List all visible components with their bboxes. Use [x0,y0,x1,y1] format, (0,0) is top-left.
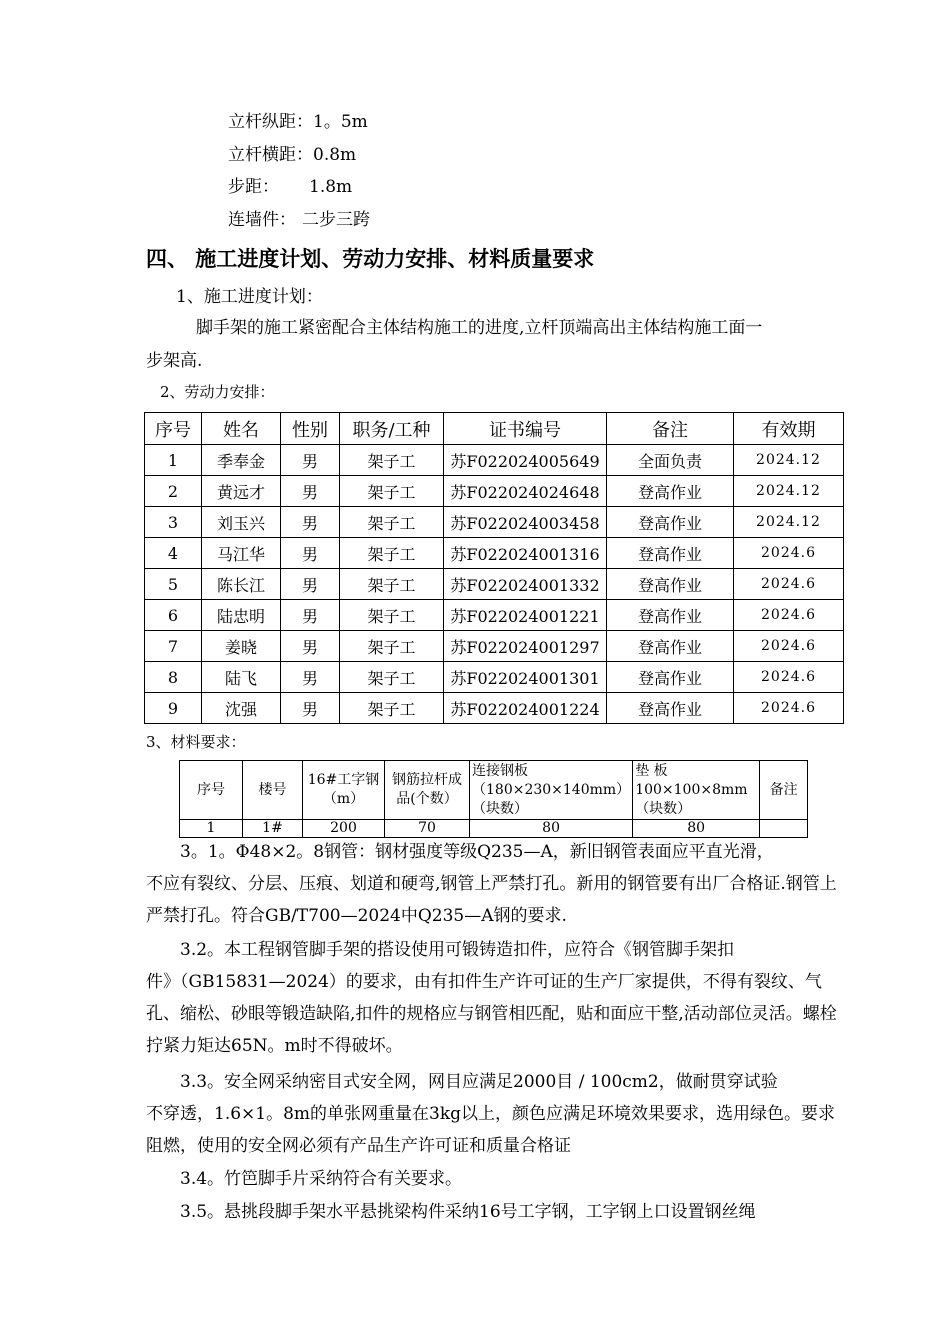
spec-line [228,145,356,165]
cell: 7 [145,631,202,662]
table-header-row [145,413,844,445]
cell: 2024.6 [734,538,844,569]
cell: 马江华 [202,538,281,569]
cell: 80 [470,820,633,838]
table-row [145,445,844,476]
column-header: 性别 [281,413,340,445]
cell: 9 [145,693,202,724]
cell: 全面负责 [607,445,734,476]
cell: 架子工 [340,662,444,693]
paragraph [146,934,846,1062]
column-header: 钢筋拉杆成品(个数） [385,761,470,820]
cell: 登高作业 [607,693,734,724]
subsection-heading: 1、施工进度计划： [176,287,323,307]
column-header: 序号 [180,761,243,820]
material-table [179,760,808,838]
column-header: 职务/工种 [340,413,444,445]
cell: 男 [281,445,340,476]
table-row [145,476,844,507]
spec-value: 1.8m [309,177,353,197]
spec-value: 0.8m [313,145,357,165]
paragraph-first-line: 3。1。Φ48×2。8钢管：钢材强度等级Q235—A，新旧钢管表面应平直光滑， [180,842,774,862]
paragraph [146,836,846,932]
table-header-row [180,761,808,820]
paragraph-first-line: 3.3。安全网采纳密目式安全网，网目应满足2000目 / 100cm2，做耐贯穿试验 [180,1072,778,1092]
cell: 苏F022024001332 [444,569,607,600]
cell: 男 [281,569,340,600]
spec-value: 二步三跨 [302,210,370,230]
cell: 8 [145,662,202,693]
cell: 苏F022024024648 [444,476,607,507]
spec-value: 1。5m [313,112,368,132]
table-row [145,569,844,600]
table-row [145,600,844,631]
cell: 男 [281,693,340,724]
cell: 架子工 [340,600,444,631]
cell: 登高作业 [607,631,734,662]
column-header: 16#工字钢（m） [303,761,385,820]
cell: 苏F022024005649 [444,445,607,476]
cell: 男 [281,600,340,631]
table-row [145,662,844,693]
cell: 男 [281,476,340,507]
column-header: 姓名 [202,413,281,445]
spec-label: 连墙件： [228,210,296,230]
table-row [145,538,844,569]
cell: 2024.12 [734,476,844,507]
staff-table [144,412,844,724]
paragraph-first-line: 3.5。悬挑段脚手架水平悬挑梁构件采纳16号工字钢，工字钢上口设置钢丝绳 [180,1202,756,1222]
cell: 70 [385,820,470,838]
cell: 苏F022024001316 [444,538,607,569]
cell: 2024.6 [734,600,844,631]
spec-line [228,177,352,197]
table-row [145,631,844,662]
cell: 2024.12 [734,445,844,476]
cell: 2024.6 [734,662,844,693]
cell: 男 [281,538,340,569]
cell: 登高作业 [607,476,734,507]
cell: 苏F022024001224 [444,693,607,724]
paragraph [146,1066,846,1162]
cell: 沈强 [202,693,281,724]
cell: 2024.6 [734,631,844,662]
cell: 1# [243,820,303,838]
paragraph-first-line: 3.2。本工程钢管脚手架的搭设使用可锻铸造扣件，应符合《钢管脚手架扣 [180,940,735,960]
cell: 架子工 [340,445,444,476]
cell: 陆飞 [202,662,281,693]
cell: 架子工 [340,631,444,662]
column-header: 有效期 [734,413,844,445]
subsection-heading: 2、劳动力安排： [160,383,275,401]
cell: 男 [281,507,340,538]
cell: 200 [303,820,385,838]
spec-label: 步距： [228,177,279,197]
cell: 架子工 [340,507,444,538]
column-header: 证书编号 [444,413,607,445]
paragraph-first-line: 3.4。竹笆脚手片采纳符合有关要求。 [180,1169,463,1189]
cell: 刘玉兴 [202,507,281,538]
cell: 登高作业 [607,600,734,631]
cell: 季奉金 [202,445,281,476]
column-header: 序号 [145,413,202,445]
cell: 6 [145,600,202,631]
cell: 苏F022024001301 [444,662,607,693]
cell: 2024.6 [734,569,844,600]
cell: 姜晓 [202,631,281,662]
cell: 2024.6 [734,693,844,724]
paragraph-rest: 不穿透，1.6×1。8m的单张网重量在3kg以上，颜色应满足环境效果要求，选用绿色。要求阻燃，使用的安全网必须有产品生产许可证和质量合格证 [146,1104,836,1156]
cell: 苏F022024001221 [444,600,607,631]
cell: 登高作业 [607,507,734,538]
cell: 3 [145,507,202,538]
cell: 登高作业 [607,662,734,693]
table-row [145,693,844,724]
cell: 陈长江 [202,569,281,600]
cell: 架子工 [340,538,444,569]
paragraph [146,1196,846,1228]
cell: 男 [281,662,340,693]
spec-label: 立杆纵距： [228,112,313,132]
table-row [145,507,844,538]
cell: 黄远才 [202,476,281,507]
paragraph-rest: 不应有裂纹、分层、压痕、划道和硬弯,钢管上严禁打孔。新用的钢管要有出厂合格证.钢管上严禁打孔。符合GB/T700—2024中Q235—A钢的要求. [146,874,837,926]
table-row [180,820,808,838]
paragraph [146,1163,846,1195]
paragraph-line: 步架高. [146,351,203,371]
spec-label: 立杆横距： [228,145,313,165]
cell: 男 [281,631,340,662]
cell: 登高作业 [607,538,734,569]
cell: 架子工 [340,569,444,600]
column-header: 备注 [607,413,734,445]
section-heading: 四、 施工进度计划、劳动力安排、材料质量要求 [146,246,595,271]
cell: 4 [145,538,202,569]
paragraph-rest: 件》（GB15831—2024）的要求，由有扣件生产许可证的生产厂家提供，不得有裂纹、气孔、缩松、砂眼等锻造缺陷,扣件的规格应与钢管相匹配，贴和面应干整,活动部位灵活。螺栓拧紧力矩达65N。m时不得破坏。 [146,972,837,1056]
column-header: 楼号 [243,761,303,820]
cell: 苏F022024001297 [444,631,607,662]
paragraph-line: 脚手架的施工紧密配合主体结构施工的进度,立杆顶端高出主体结构施工面一 [196,318,763,338]
cell: 登高作业 [607,569,734,600]
column-header: 连接钢板（180×230×140mm）（块数） [470,761,633,820]
cell: 80 [633,820,760,838]
column-header: 垫 板100×100×8mm（块数） [633,761,760,820]
cell: 2024.12 [734,507,844,538]
cell: 陆忠明 [202,600,281,631]
column-header: 备注 [760,761,808,820]
spec-line [228,210,370,230]
spec-line [228,112,368,132]
cell: 1 [145,445,202,476]
cell: 架子工 [340,476,444,507]
subsection-heading: 3、材料要求： [146,733,246,751]
cell: 2 [145,476,202,507]
cell: 5 [145,569,202,600]
cell [760,820,808,838]
cell: 1 [180,820,243,838]
cell: 苏F022024003458 [444,507,607,538]
cell: 架子工 [340,693,444,724]
